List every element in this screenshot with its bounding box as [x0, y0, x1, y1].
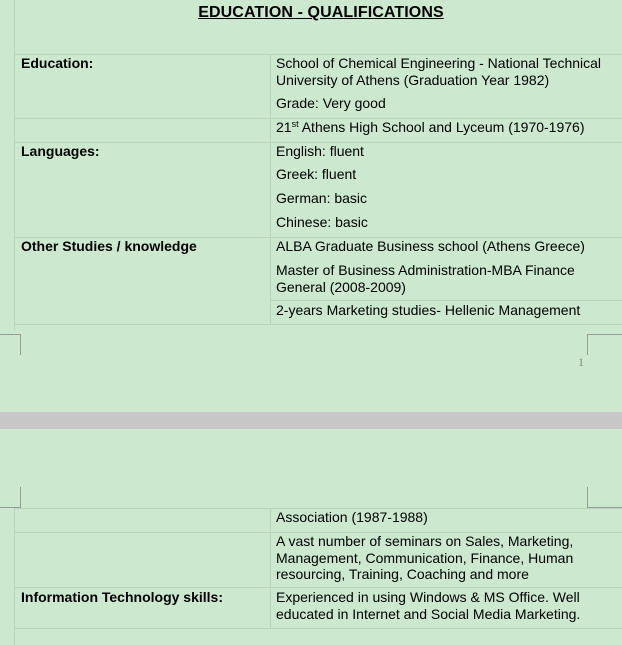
table-line [14, 587, 622, 588]
it-skills-label: Information Technology skills: [21, 589, 223, 605]
table-line [14, 324, 622, 325]
page-2 [0, 429, 622, 645]
table-line [14, 628, 622, 629]
highschool-ordinal: st [291, 119, 299, 129]
other-studies-marketing: 2-years Marketing studies- Hellenic Management [276, 302, 581, 318]
table-line [270, 300, 622, 301]
page-corner-mark [587, 334, 622, 355]
page-gap [0, 412, 622, 429]
other-studies-association: Association (1987-1988) [276, 509, 428, 525]
education-school-line2: University of Athens (Graduation Year 1982) [276, 71, 550, 88]
highschool-number: 21 [276, 119, 292, 135]
other-studies-mba [276, 262, 616, 295]
mba-line2: General (2008-2009) [276, 278, 406, 295]
table-column-line [270, 508, 271, 628]
language-item: English: fluent [276, 143, 364, 159]
language-item: Greek: fluent [276, 166, 357, 182]
it-skills-line1: Experienced in using Windows & MS Office. Well [276, 589, 580, 605]
left-margin-line [14, 508, 15, 645]
seminars-line3: resourcing, Training, Coaching and more [276, 566, 529, 582]
education-highschool [276, 119, 616, 136]
education-grade: Grade: Very good [276, 95, 386, 111]
seminars-line1: A vast number of seminars on Sales, Marketing, [276, 533, 574, 549]
page-number: 1 [578, 355, 584, 369]
page-corner-mark [0, 334, 21, 355]
other-studies-alba: ALBA Graduate Business school (Athens Greece) [276, 238, 585, 254]
education-label: Education: [21, 55, 94, 71]
it-skills-text [276, 589, 616, 622]
other-studies-label: Other Studies / knowledge [21, 238, 197, 254]
education-school [276, 55, 616, 88]
languages-label: Languages: [21, 143, 100, 159]
section-title: EDUCATION - QUALIFICATIONS [198, 4, 444, 21]
seminars-line2: Management, Communication, Finance, Human [276, 549, 574, 566]
mba-line1: Master of Business Administration-MBA Finance [276, 262, 575, 278]
left-margin-line [14, 0, 15, 330]
other-studies-seminars [276, 533, 616, 583]
page-corner-mark [0, 487, 21, 508]
page-corner-mark [587, 487, 622, 508]
table-column-line [270, 54, 271, 324]
highschool-text: Athens High School and Lyceum (1970-1976) [298, 119, 585, 135]
education-school-line1: School of Chemical Engineering - National Technical [276, 55, 602, 71]
language-item: Chinese: basic [276, 214, 368, 230]
it-skills-line2: educated in Internet and Social Media Marketing. [276, 605, 581, 622]
language-item: German: basic [276, 190, 368, 206]
